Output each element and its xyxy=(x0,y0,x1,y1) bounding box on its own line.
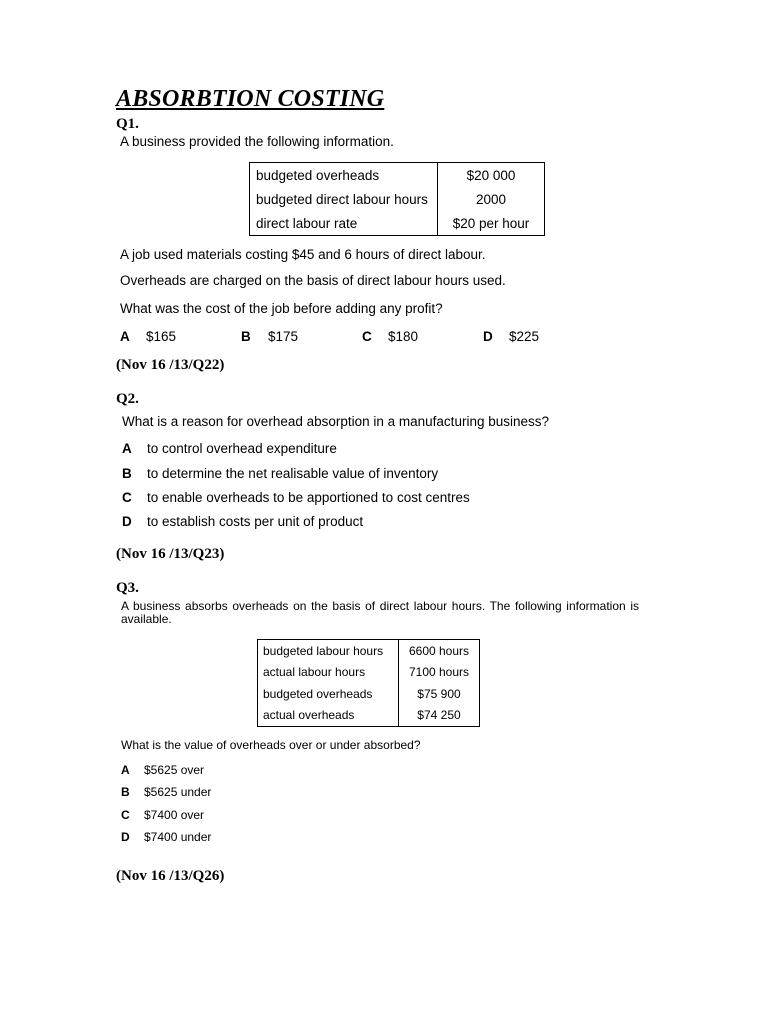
option-letter: C xyxy=(122,490,132,505)
q3-option-d xyxy=(0,830,768,848)
q2-option-d xyxy=(0,514,768,534)
table-cell-value: $20 per hour xyxy=(438,211,545,236)
q2-heading: Q2. xyxy=(116,391,139,407)
option-text: to establish costs per unit of product xyxy=(147,514,364,529)
option-text: $5625 over xyxy=(144,763,205,777)
option-letter: A xyxy=(120,329,130,344)
q3-info-table xyxy=(257,639,480,727)
page-title: ABSORBTION COSTING xyxy=(116,86,385,112)
table-row xyxy=(250,211,545,236)
table-cell-label: budgeted direct labour hours xyxy=(250,187,438,211)
table-cell-label: actual overheads xyxy=(258,705,399,727)
q2-option-c xyxy=(0,490,768,510)
table-cell-value: 2000 xyxy=(438,187,545,211)
option-letter: A xyxy=(121,763,130,777)
table-cell-value: 6600 hours xyxy=(399,640,480,662)
option-text: $7400 under xyxy=(144,830,212,844)
option-letter: C xyxy=(121,808,130,822)
q2-option-b xyxy=(0,466,768,486)
table-cell-label: budgeted labour hours xyxy=(258,640,399,662)
table-cell-value: $75 900 xyxy=(399,683,480,705)
q1-heading: Q1. xyxy=(116,116,139,132)
table-cell-value: $20 000 xyxy=(438,163,545,188)
option-letter: D xyxy=(483,329,493,344)
table-row xyxy=(250,163,545,188)
option-letter: B xyxy=(122,466,132,481)
table-cell-label: budgeted overheads xyxy=(258,683,399,705)
q1-line1: A job used materials costing $45 and 6 hours of direct labour. xyxy=(120,247,486,262)
q3-option-b xyxy=(0,785,768,803)
option-text: $165 xyxy=(146,329,177,344)
q3-heading: Q3. xyxy=(116,580,139,596)
q3-option-c xyxy=(0,808,768,826)
option-text: $180 xyxy=(388,329,419,344)
option-text: $225 xyxy=(509,329,540,344)
q3-option-a xyxy=(0,763,768,781)
q3-intro-line1: A business absorbs overheads on the basis of direct labour hours. The following information is xyxy=(121,599,639,613)
option-text: $5625 under xyxy=(144,785,212,799)
q2-reference: (Nov 16 /13/Q23) xyxy=(116,546,225,562)
option-letter: D xyxy=(121,830,130,844)
q3-intro-line2: available. xyxy=(121,612,172,626)
table-cell-label: budgeted overheads xyxy=(250,163,438,188)
q1-info-table xyxy=(249,162,545,236)
table-row xyxy=(258,662,480,684)
q1-intro: A business provided the following information. xyxy=(120,134,394,149)
table-row xyxy=(258,640,480,662)
q2-option-a xyxy=(0,441,768,461)
table-cell-value: 7100 hours xyxy=(399,662,480,684)
q1-options xyxy=(0,329,768,349)
q1-reference: (Nov 16 /13/Q22) xyxy=(116,357,225,373)
table-cell-label: actual labour hours xyxy=(258,662,399,684)
q1-question: What was the cost of the job before adding any profit? xyxy=(120,301,443,316)
option-letter: B xyxy=(241,329,251,344)
option-text: to enable overheads to be apportioned to cost centres xyxy=(147,490,470,505)
table-cell-value: $74 250 xyxy=(399,705,480,727)
q3-question: What is the value of overheads over or under absorbed? xyxy=(121,738,421,752)
option-text: $175 xyxy=(268,329,299,344)
option-text: to determine the net realisable value of inventory xyxy=(147,466,439,481)
table-row xyxy=(250,187,545,211)
table-cell-label: direct labour rate xyxy=(250,211,438,236)
option-text: $7400 over xyxy=(144,808,205,822)
table-row xyxy=(258,705,480,727)
option-letter: C xyxy=(362,329,372,344)
table-row xyxy=(258,683,480,705)
q3-reference: (Nov 16 /13/Q26) xyxy=(116,868,225,884)
q1-line2: Overheads are charged on the basis of direct labour hours used. xyxy=(120,273,506,288)
option-letter: D xyxy=(122,514,132,529)
option-letter: B xyxy=(121,785,130,799)
option-letter: A xyxy=(122,441,132,456)
option-text: to control overhead expenditure xyxy=(147,441,337,456)
q2-question: What is a reason for overhead absorption in a manufacturing business? xyxy=(122,414,549,429)
